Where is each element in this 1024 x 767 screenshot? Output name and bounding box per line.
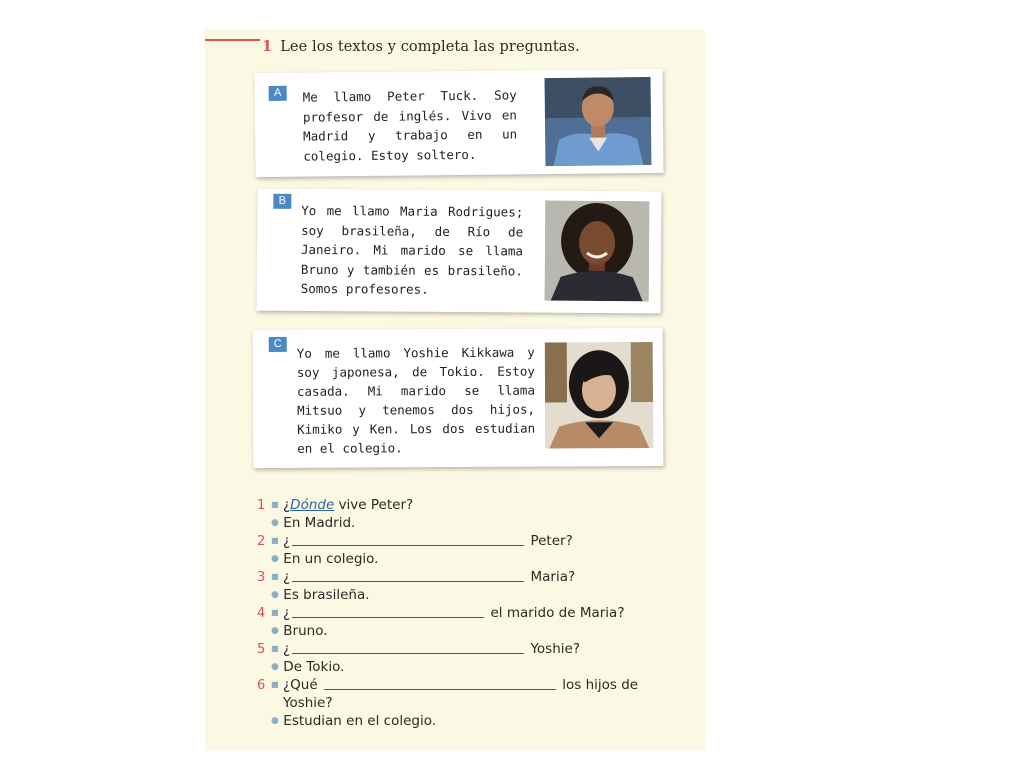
question-2 [257,532,677,568]
question-dash-icon: ■ [271,644,279,653]
question-line [257,496,677,514]
question-number: 5 [257,642,266,657]
question-dash-icon: ■ [271,680,279,689]
textbook-page [205,30,705,750]
question-4 [257,604,677,640]
question-number: 6 [257,678,266,693]
answer-bullet-icon: ● [271,716,279,726]
answer-bullet-icon: ● [271,626,279,636]
question-prefix: ¿ [283,605,291,621]
question-suffix: Yoshie? [530,641,580,657]
question-prefix: ¿ [283,641,291,657]
question-prefix: ¿Qué [283,677,318,693]
card-b [257,189,662,314]
answer-text: Es brasileña. [283,587,370,603]
exercise-header [262,38,580,55]
answer-blank[interactable] [324,676,556,690]
answer-line [257,622,677,640]
question-dash-icon: ■ [271,608,279,617]
question-line [257,532,677,550]
card-b-text: Yo me llamo Maria Rodrigues; soy brasileña, de Río de Janeiro. Mi marido se llama Bruno y también es brasileño. Somos profesores. [300,202,524,297]
question-1 [257,496,677,532]
answer-line [257,712,677,730]
question-line [257,604,677,622]
answer-text: Bruno. [283,623,328,639]
answer-bullet-icon: ● [271,518,279,528]
answer-line [257,550,677,568]
card-b-badge: B [273,194,291,209]
question-suffix: vive Peter? [338,497,414,513]
question-suffix: el marido de Maria? [490,605,625,621]
question-prefix: ¿ [283,569,291,585]
question-line [257,676,677,694]
exercise-instruction: Lee los textos y completa las preguntas. [280,39,580,55]
answer-bullet-icon: ● [271,590,279,600]
question-suffix: los hijos de [562,677,639,693]
question-continuation: Yoshie? [283,695,333,711]
question-suffix: Maria? [530,569,576,585]
answer-text: En Madrid. [283,515,356,531]
photo-peter [545,77,652,166]
answer-blank[interactable] [292,532,524,546]
answer-blank[interactable] [292,568,524,582]
answer-blank[interactable] [292,640,524,654]
question-suffix: Peter? [530,533,573,549]
question-line [257,640,677,658]
answer-bullet-icon: ● [271,554,279,564]
question-dash-icon: ■ [271,572,279,581]
card-a-text: Me llamo Peter Tuck. Soy profesor de inglés. Vivo en Madrid y trabajo en un colegio. Estoy soltero. [302,87,518,164]
answer-text: De Tokio. [283,659,345,675]
card-a [254,69,663,177]
question-dash-icon: ■ [271,536,279,545]
question-prefix: ¿ [283,533,291,549]
question-number: 3 [257,570,266,585]
question-3 [257,568,677,604]
photo-maria [545,201,650,302]
answer-line [257,658,677,676]
question-6 [257,676,677,730]
answer-line [257,514,677,532]
answer-blank[interactable] [292,604,484,618]
answer-text: En un colegio. [283,551,379,567]
question-number: 4 [257,606,266,621]
question-number: 2 [257,534,266,549]
questions-list [257,496,677,730]
question-5 [257,640,677,676]
answer-line [257,586,677,604]
card-c [253,328,664,468]
card-c-text: Yo me llamo Yoshie Kikkawa y soy japonesa, de Tokio. Estoy casada. Mi marido se llama Mitsuo y tenemos dos hijos, Kimiko y Ken. Los dos estudian en el colegio. [296,344,536,456]
card-c-badge: C [269,337,287,352]
question-dash-icon: ■ [271,500,279,509]
question-number: 1 [257,498,266,513]
photo-yoshie [545,342,654,449]
question-line [257,568,677,586]
question-prefix: ¿ [283,497,291,513]
card-a-badge: A [269,86,287,101]
answer-text: Estudian en el colegio. [283,713,437,729]
filled-answer: Dónde [290,497,335,513]
exercise-number: 1 [262,38,273,55]
header-rule [205,39,260,41]
answer-bullet-icon: ● [271,662,279,672]
